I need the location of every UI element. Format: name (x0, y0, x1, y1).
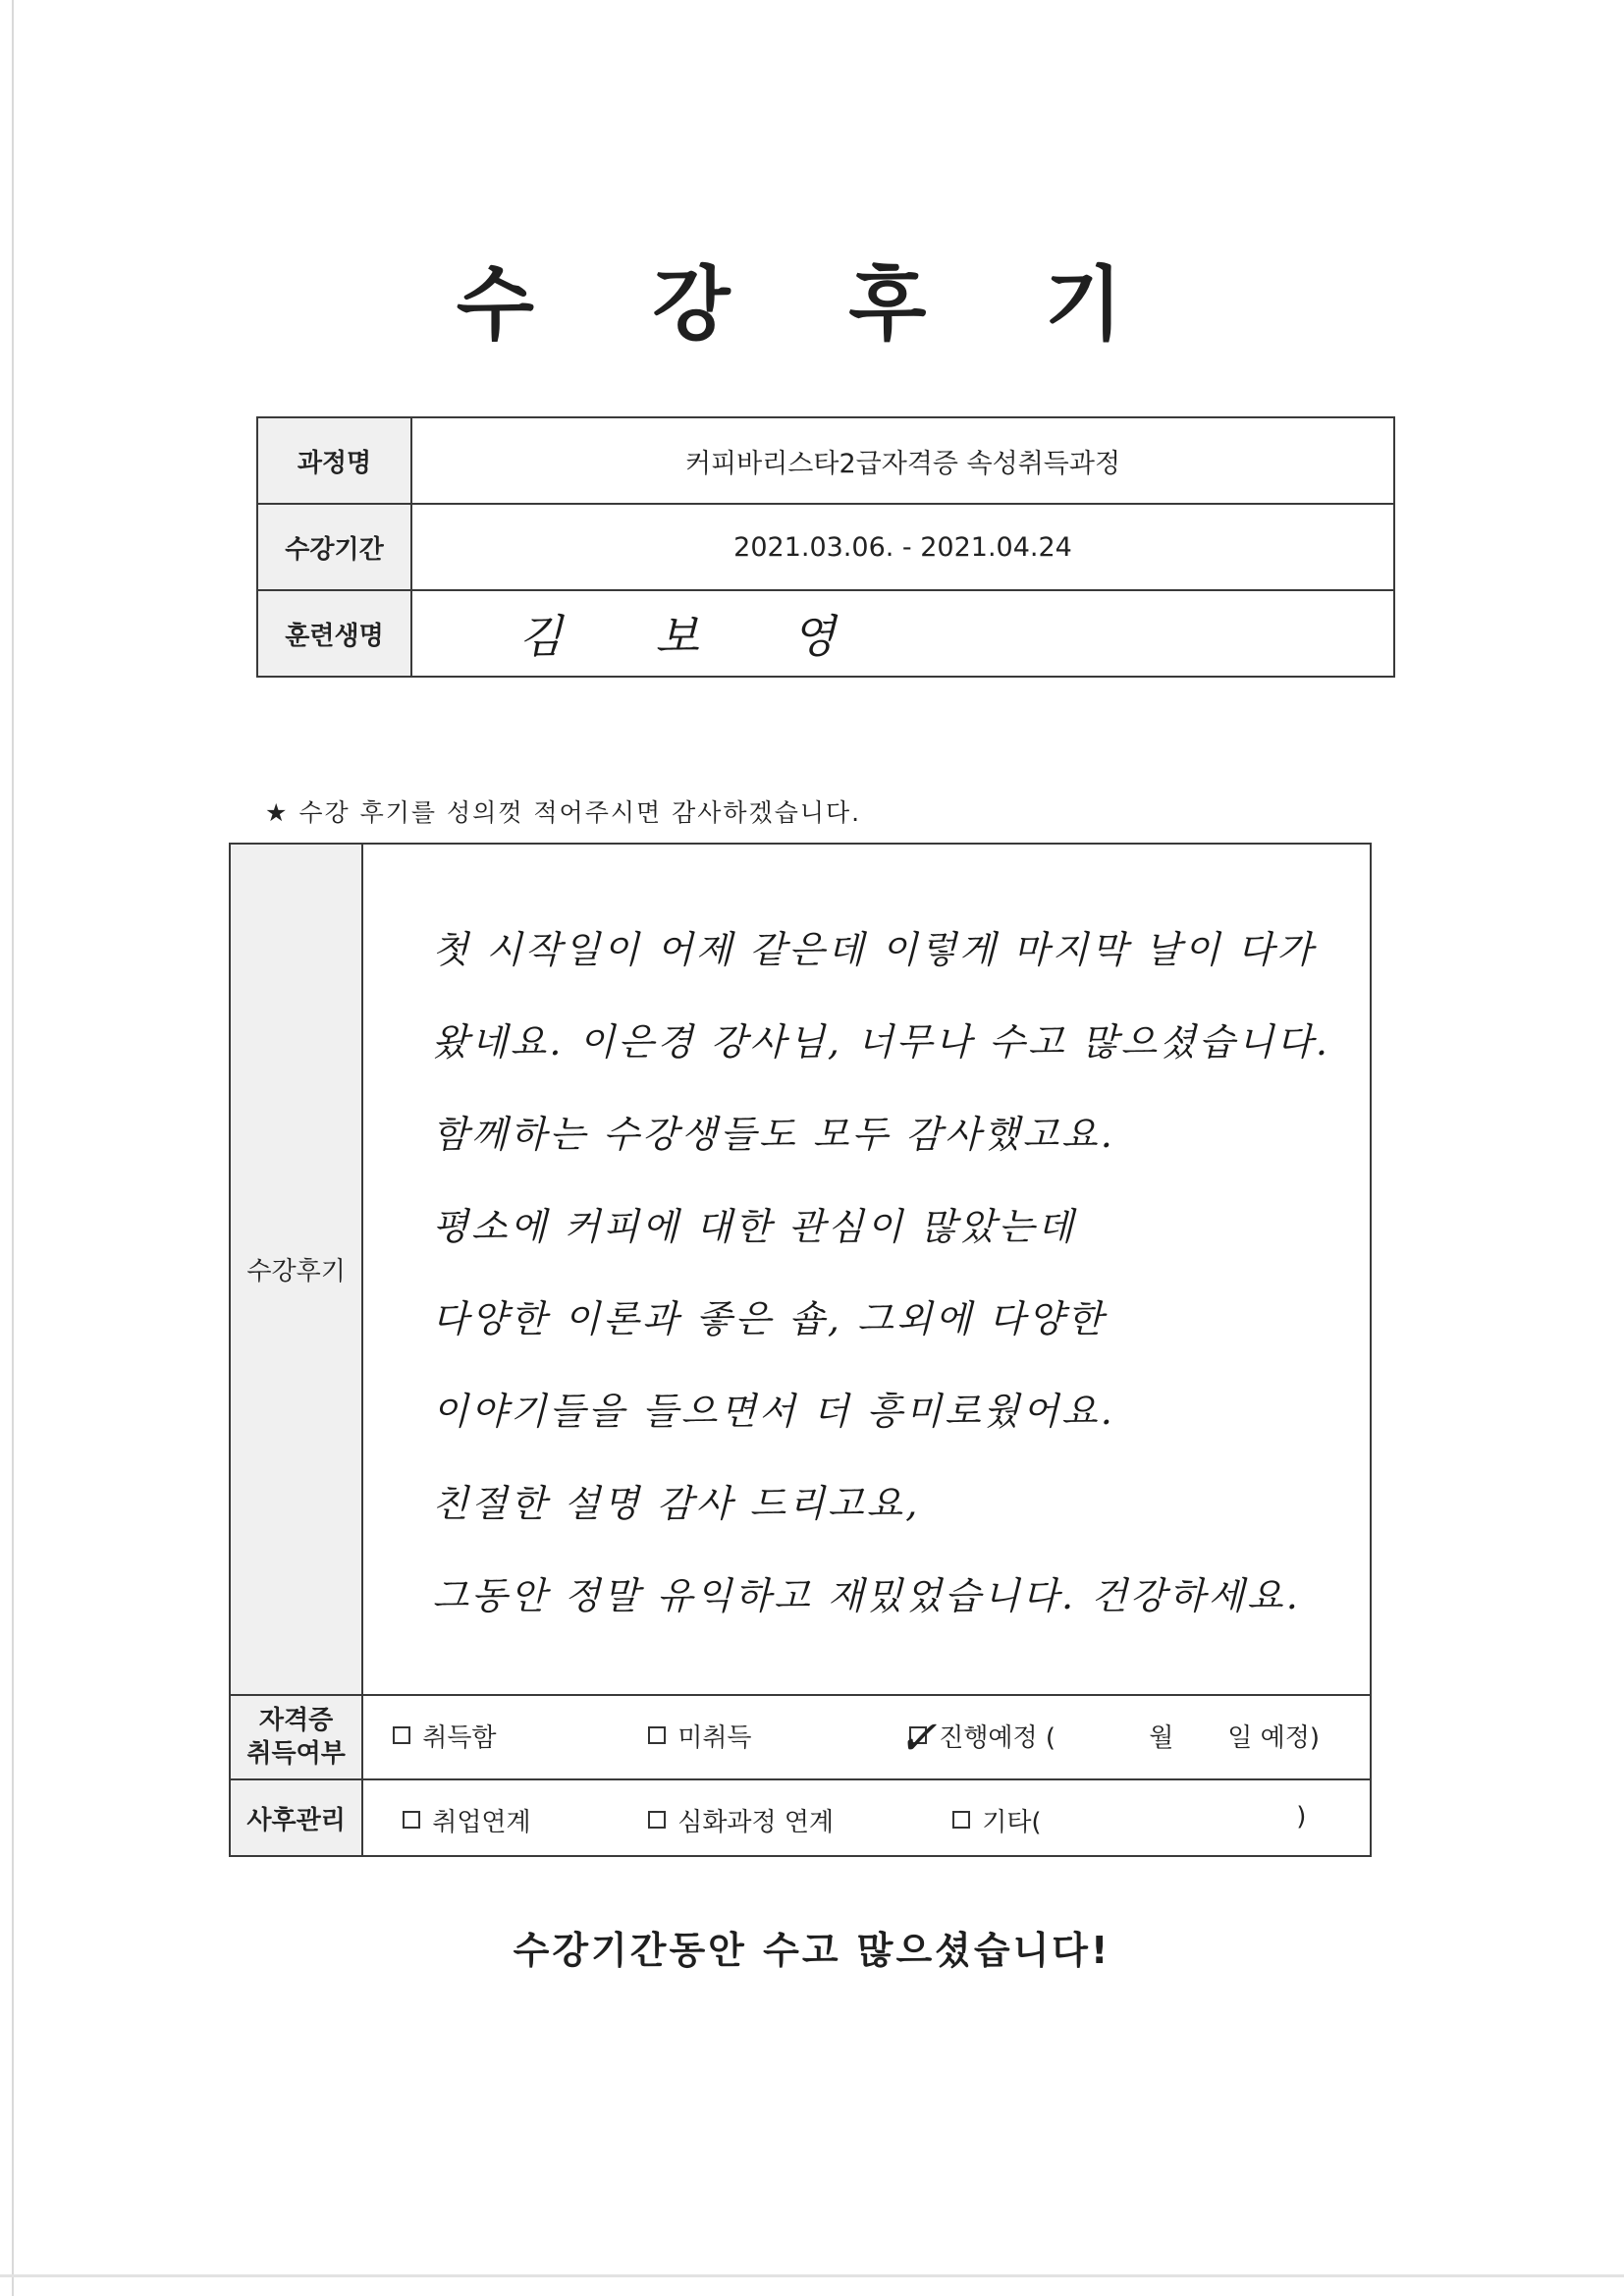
review-table (229, 843, 1372, 1857)
option-other-close: ) (1296, 1802, 1307, 1831)
course-name-value: 커피바리스타2급자격증 속성취득과정 (411, 417, 1394, 504)
month-label: 월 (1149, 1723, 1174, 1753)
option-not-acquired[interactable] (648, 1718, 751, 1754)
review-line: 평소에 커피에 대한 관심이 많았는데 (432, 1205, 1077, 1248)
option-employment[interactable] (403, 1802, 530, 1838)
option-planned[interactable] (897, 1711, 1056, 1766)
review-line: 함께하는 수강생들도 모두 감사했고요. (432, 1113, 1115, 1156)
table-row (257, 504, 1394, 590)
course-info-table (256, 416, 1395, 678)
review-line: 다양한 이론과 좋은 숍, 그외에 다양한 (432, 1297, 1107, 1340)
review-body (362, 844, 1371, 1695)
option-planned-label: 진행예정 ( (939, 1723, 1056, 1753)
trainee-name-value (411, 590, 1394, 677)
day-label: 일 예정) (1227, 1723, 1320, 1753)
table-row (257, 417, 1394, 504)
checkbox-icon[interactable] (648, 1811, 666, 1829)
checkbox-icon[interactable] (393, 1726, 410, 1744)
certificate-options (362, 1695, 1371, 1779)
review-line: 왔네요. 이은경 강사님, 너무나 수고 많으셨습니다. (432, 1020, 1330, 1064)
option-not-acquired-label: 미취득 (677, 1723, 752, 1753)
review-line: 이야기들을 들으면서 더 흥미로웠어요. (432, 1390, 1115, 1433)
period-label: 수강기간 (257, 504, 411, 590)
course-name-label: 과정명 (257, 417, 411, 504)
review-label: 수강후기 (230, 844, 362, 1695)
trainee-name-label: 훈련생명 (257, 590, 411, 677)
certificate-label-line2: 취득여부 (246, 1739, 346, 1769)
review-line: 첫 시작일이 어제 같은데 이렇게 마지막 날이 다가 (432, 928, 1316, 971)
checkbox-icon[interactable] (897, 1711, 938, 1766)
certificate-label-line1: 자격증 (258, 1706, 334, 1735)
scan-edge (0, 2274, 1624, 2277)
instruction-note: ★ 수강 후기를 성의껏 적어주시면 감사하겠습니다. (265, 798, 862, 827)
option-other[interactable] (952, 1802, 1041, 1838)
check-mark-icon: ✓ (897, 1711, 938, 1766)
option-advanced[interactable] (648, 1802, 834, 1838)
option-advanced-label: 심화과정 연계 (677, 1808, 835, 1837)
aftercare-options (362, 1779, 1371, 1856)
option-employment-label: 취업연계 (432, 1808, 531, 1837)
table-row (230, 844, 1371, 1695)
table-row (230, 1779, 1371, 1856)
handwritten-name: 김 보 영 (518, 610, 875, 663)
aftercare-label: 사후관리 (230, 1779, 362, 1856)
option-acquired-label: 취득함 (422, 1723, 497, 1753)
closing-message: 수강기간동안 수고 많으셨습니다! (513, 1929, 1111, 1972)
checkbox-icon[interactable] (952, 1811, 970, 1829)
period-value: 2021.03.06. - 2021.04.24 (411, 504, 1394, 590)
table-row (257, 590, 1394, 677)
checkbox-icon[interactable] (403, 1811, 420, 1829)
option-other-label: 기타( (982, 1808, 1042, 1837)
option-acquired[interactable] (393, 1718, 496, 1754)
page-title: 수 강 후 기 (456, 258, 1168, 352)
handwritten-review (363, 845, 1370, 1642)
checkbox-icon[interactable] (648, 1726, 666, 1744)
certificate-label (230, 1695, 362, 1779)
review-line: 친절한 설명 감사 드리고요, (432, 1482, 921, 1525)
review-line: 그동안 정말 유익하고 재밌었습니다. 건강하세요. (432, 1574, 1301, 1617)
table-row (230, 1695, 1371, 1779)
